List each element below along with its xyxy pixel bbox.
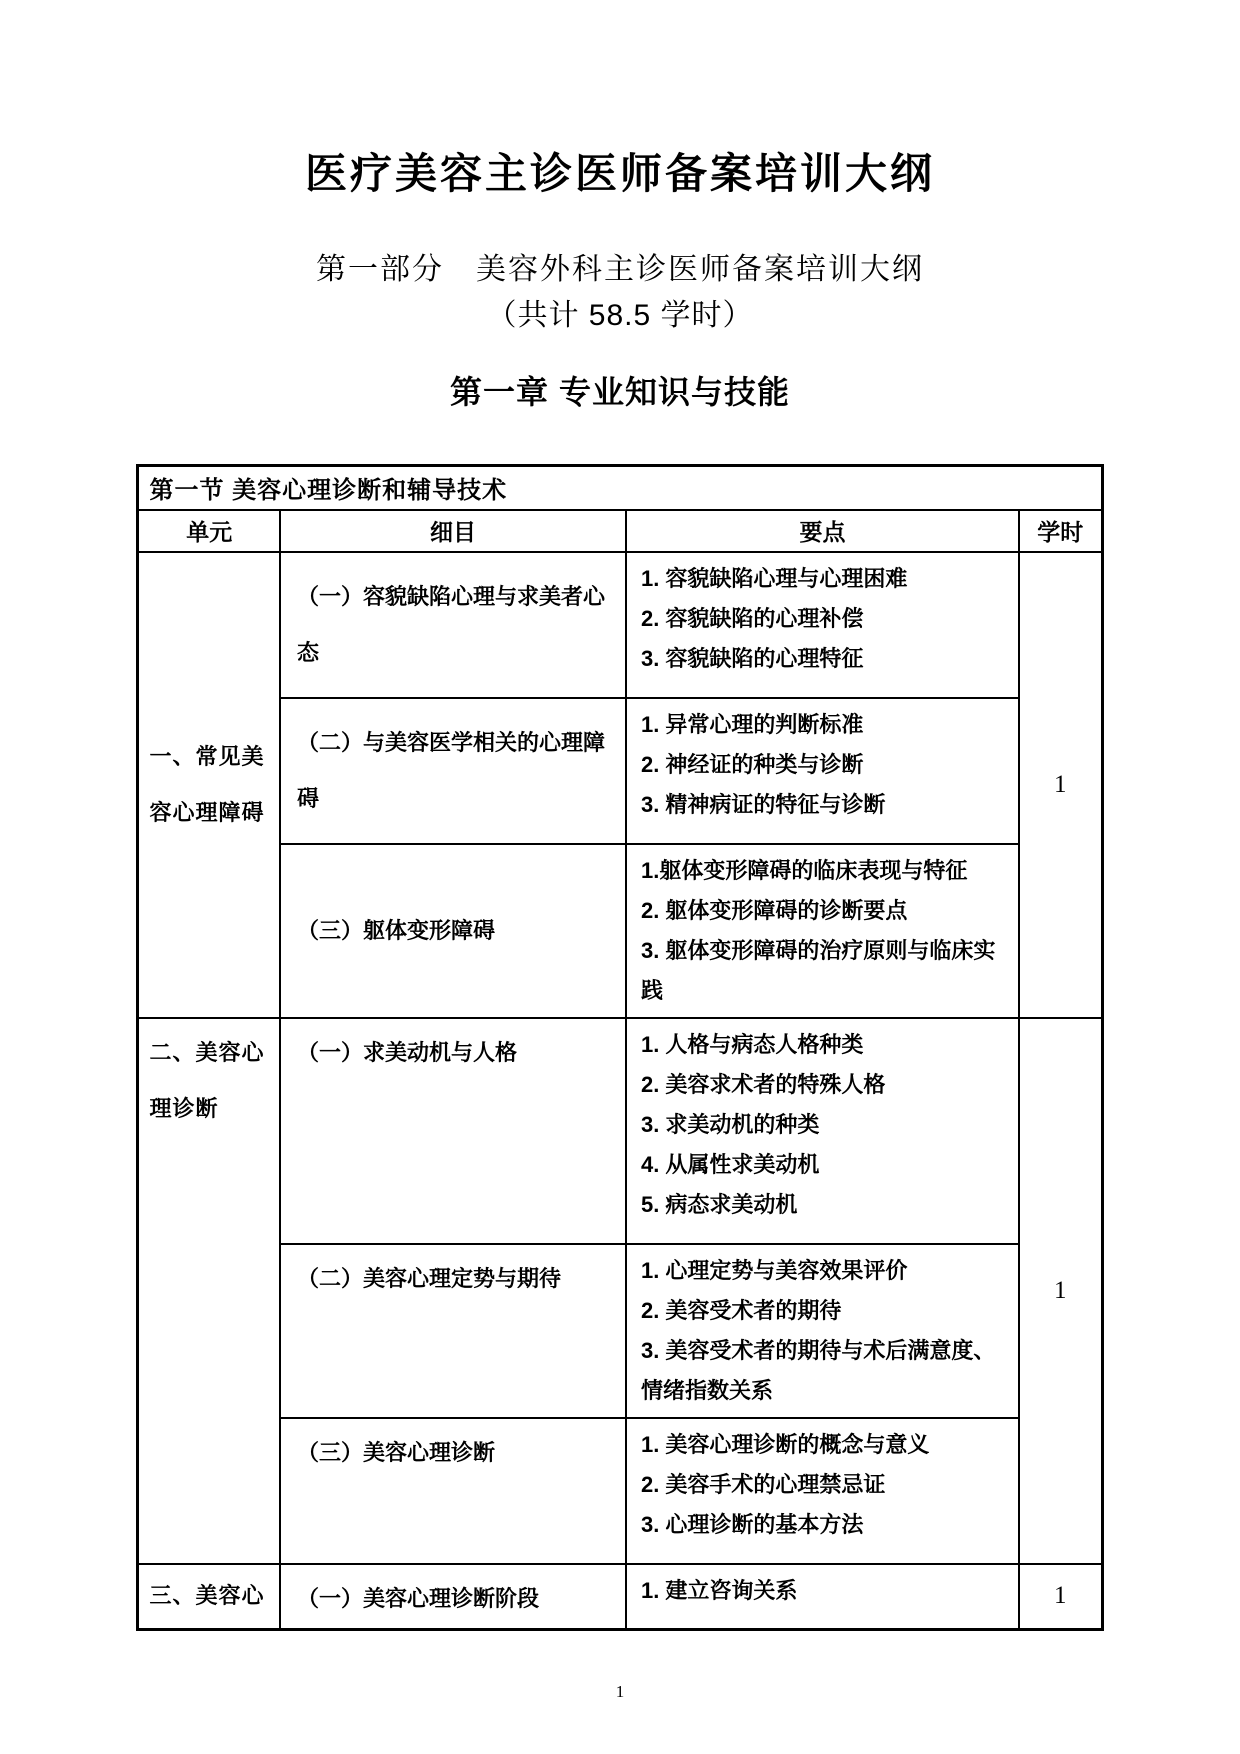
item-cell: （二）美容心理定势与期待	[280, 1244, 626, 1418]
outline-row	[138, 698, 1102, 844]
outline-row	[138, 552, 1102, 698]
hours-cell: 1	[1019, 1564, 1102, 1630]
column-header-item: 细目	[280, 510, 626, 552]
item-cell: （一）容貌缺陷心理与求美者心态	[280, 552, 626, 698]
column-header-points: 要点	[626, 510, 1019, 552]
item-cell: （一）美容心理诊断阶段	[280, 1564, 626, 1630]
outline-table-body	[138, 466, 1102, 1630]
document-title: 医疗美容主诊医师备案培训大纲	[304, 150, 935, 197]
point-item: 2. 美容受术者的期待	[640, 1297, 842, 1323]
point-item: 1. 美容心理诊断的概念与意义	[640, 1431, 930, 1457]
section-title-row	[138, 466, 1102, 510]
point-item: 1. 容貌缺陷心理与心理困难	[640, 565, 908, 591]
point-item: 1. 人格与病态人格种类	[640, 1031, 864, 1057]
point-item: 1. 异常心理的判断标准	[640, 711, 864, 737]
part-heading: 第一部分 美容外科主诊医师备案培训大纲	[316, 253, 924, 286]
outline-table	[136, 464, 1103, 1631]
point-item: 2. 神经证的种类与诊断	[640, 751, 864, 777]
point-item: 3. 容貌缺陷的心理特征	[640, 645, 864, 671]
point-item: 5. 病态求美动机	[640, 1191, 798, 1217]
unit-cell: 三、美容心	[138, 1564, 280, 1630]
points-cell	[626, 698, 1019, 844]
outline-row	[138, 844, 1102, 1018]
unit-cell: 一、常见美容心理障碍	[138, 552, 280, 1018]
item-cell: （一）求美动机与人格	[280, 1018, 626, 1244]
point-item: 2. 美容求术者的特殊人格	[640, 1071, 886, 1097]
column-header-hours: 学时	[1019, 510, 1102, 552]
point-item: 1. 心理定势与美容效果评价	[640, 1257, 908, 1283]
point-item: 3. 精神病证的特征与诊断	[640, 791, 886, 817]
points-cell	[626, 1418, 1019, 1564]
point-item: 3. 躯体变形障碍的治疗原则与临床实践	[640, 937, 996, 1003]
outline-row	[138, 1018, 1102, 1244]
page-number: 1	[615, 1682, 625, 1701]
hours-cell: 1	[1019, 552, 1102, 1018]
point-item: 3. 求美动机的种类	[640, 1111, 820, 1137]
item-cell: （三）躯体变形障碍	[280, 844, 626, 1018]
unit-cell: 二、美容心理诊断	[138, 1018, 280, 1564]
points-cell	[626, 1564, 1019, 1630]
outline-row	[138, 1244, 1102, 1418]
outline-row	[138, 1418, 1102, 1564]
section-title: 第一节 美容心理诊断和辅导技术	[138, 466, 1102, 510]
outline-row	[138, 1564, 1102, 1630]
chapter-heading: 第一章 专业知识与技能	[450, 374, 790, 410]
point-item: 2. 容貌缺陷的心理补偿	[640, 605, 864, 631]
points-cell	[626, 552, 1019, 698]
point-item: 4. 从属性求美动机	[640, 1151, 820, 1177]
points-cell	[626, 844, 1019, 1018]
point-item: 1. 建立咨询关系	[640, 1577, 798, 1603]
hours-cell: 1	[1019, 1018, 1102, 1564]
point-item: 2. 美容手术的心理禁忌证	[640, 1471, 886, 1497]
item-cell: （二）与美容医学相关的心理障碍	[280, 698, 626, 844]
point-item: 3. 心理诊断的基本方法	[640, 1511, 864, 1537]
points-cell	[626, 1018, 1019, 1244]
points-cell	[626, 1244, 1019, 1418]
item-cell: （三）美容心理诊断	[280, 1418, 626, 1564]
column-header-row	[138, 510, 1102, 552]
part-subheading: （共计 58.5 学时）	[486, 299, 754, 332]
point-item: 2. 躯体变形障碍的诊断要点	[640, 897, 908, 923]
column-header-unit: 单元	[138, 510, 280, 552]
point-item: 1.躯体变形障碍的临床表现与特征	[640, 857, 968, 883]
point-item: 3. 美容受术者的期待与术后满意度、情绪指数关系	[640, 1337, 996, 1403]
